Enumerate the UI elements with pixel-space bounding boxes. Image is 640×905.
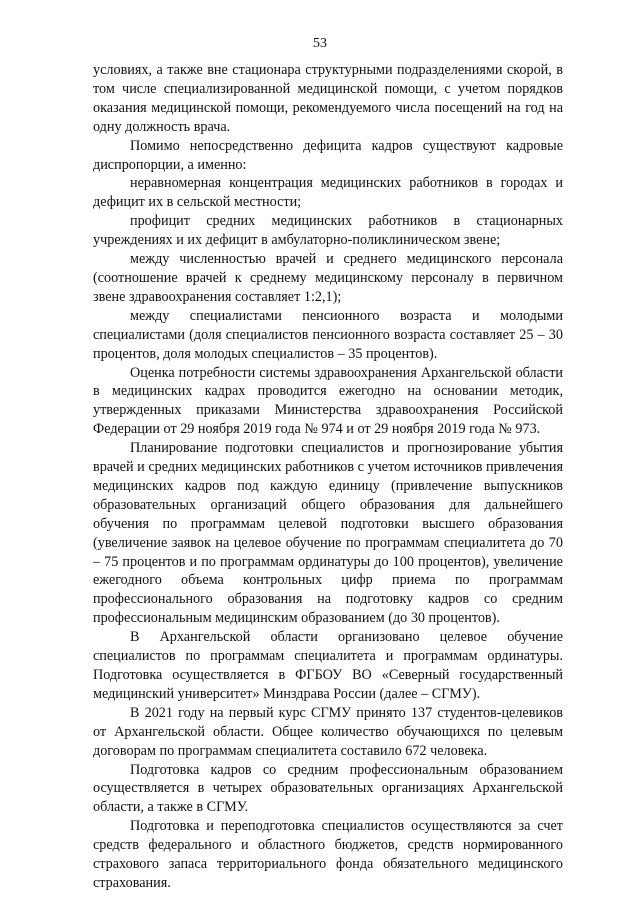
paragraph-age-disproportion: между специалистами пенсионного возраста и молодыми специалистами (доля специалистов пенсионного возраста составляет 25 – 30 процентов, доля молодых специалистов – 35 процентов).: [93, 307, 563, 362]
paragraph-secondary-education: Подготовка кадров со средним профессиональным образованием осуществляется в четырех образовательных организациях Архангельской области, а также в СГМУ.: [93, 761, 563, 816]
paragraph-targeted-training: В Архангельской области организовано целевое обучение специалистов по программам специалитета и программам ординатуры. Подготовка осуществляется в ФГБОУ ВО «Северный государственный медицинский университет» Минздрава России (далее – СГМУ).: [93, 629, 563, 702]
paragraph-mid-level-surplus: профицит средних медицинских работников в стационарных учреждениях и их дефицит в амбулаторно-поликлиническом звене;: [93, 213, 563, 249]
paragraph-continuation: условиях, а также вне стационара структурными подразделениями скорой, в том числе специализированной медицинской помощи, с учетом порядков оказания медицинской помощи, рекомендуемого числа посещений на год на одну должность врача.: [93, 62, 563, 135]
paragraph-needs-assessment: Оценка потребности системы здравоохранения Архангельской области в медицинских кадрах проводится ежегодно на основании методик, утвержденных приказами Министерства здравоохранения Российской Федерации от 29 ноября 2019 года № 974 и от 29 ноября 2019 года № 973.: [93, 364, 563, 438]
paragraph-doctor-nurse-ratio: между численностью врачей и среднего медицинского персонала (соотношение врачей к среднему медицинскому персоналу в первичном звене здравоохранения составляет 1:2,1);: [93, 251, 563, 305]
body-text: [93, 61, 563, 893]
paragraph-uneven-concentration: неравномерная концентрация медицинских работников в городах и дефицит их в сельской местности;: [93, 175, 563, 211]
paragraph-training-planning: Планирование подготовки специалистов и прогнозирование убытия врачей и средних медицинских работников с учетом источников привлечения медицинских кадров под каждую единицу (привлечение выпускников образовательных организаций общего образования для дальнейшего обучения по программам целевой подготовки высшего образования (увеличение заявок на целевое обучение по программам специалитета до 70 – 75 процентов и по программам ординатуры до 100 процентов), увеличение ежегодного объема контрольных цифр приема по программам профессионального образования на подготовку кадров со средним профессиональным медицинским образованием (до 30 процентов).: [93, 440, 563, 627]
paragraph-funding: Подготовка и переподготовка специалистов осуществляются за счет средств федерального и областного бюджетов, средств нормированного страхового запаса территориального фонда обязательного медицинского страхования.: [93, 818, 563, 891]
paragraph-disproportions-intro: Помимо непосредственно дефицита кадров существуют кадровые диспропорции, а именно:: [93, 137, 563, 173]
page-number: 53: [313, 36, 327, 51]
paragraph-2021-admission: В 2021 году на первый курс СГМУ принято 137 студентов-целевиков от Архангельской области. Общее количество обучающихся по целевым договорам по программам специалитета составило 672 человека.: [93, 704, 563, 759]
